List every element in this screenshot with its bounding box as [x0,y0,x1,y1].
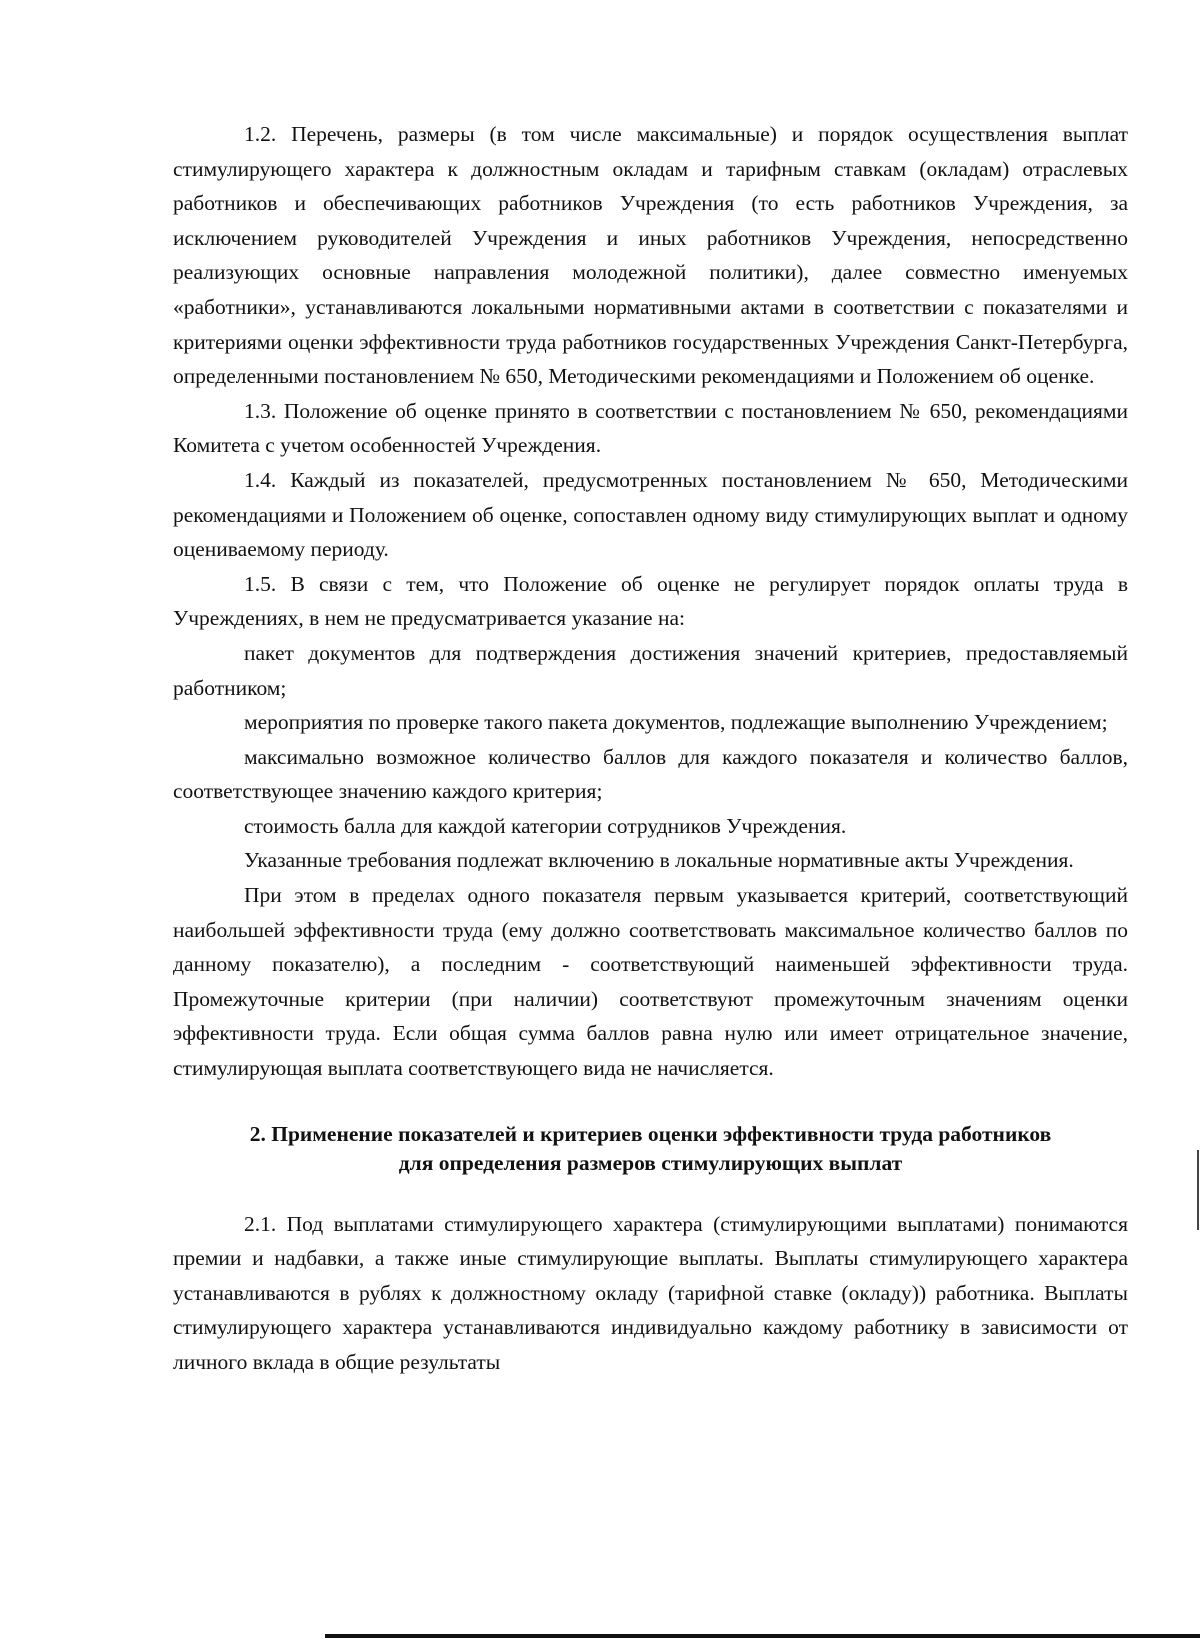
document-page [173,117,1128,1380]
paragraph-1-2: 1.2. Перечень, размеры (в том числе максимальные) и порядок осуществления выплат стимулирующего характера к должностным окладам и тарифным ставкам (окладам) отраслевых работников и обеспечивающих работников Учреждения (то есть работников Учреждения, за исключением руководителей Учреждения и иных работников Учреждения, непосредственно реализующих основные направления молодежной политики), далее совместно именуемых «работники», устанавливаются локальными нормативными актами в соответствии с показателями и критериями оценки эффективности труда работников государственных Учреждения Санкт-Петербурга, определенными постановлением № 650, Методическими рекомендациями и Положением об оценке. [173,122,1128,389]
list-item-max-points: максимально возможное количество баллов для каждого показателя и количество баллов, соответствующее значению каждого критерия; [173,744,1128,804]
scan-edge-mark [1197,1150,1199,1230]
paragraph-2-1: 2.1. Под выплатами стимулирующего характера (стимулирующими выплатами) понимаются премии и надбавки, а также иные стимулирующие выплаты. Выплаты стимулирующего характера устанавливаются в рублях к должностному окладу (тарифной ставке (окладу)) работника. Выплаты стимулирующего характера устанавливаются индивидуально каждому работнику в зависимости от личного вклада в общие результаты [173,1211,1128,1374]
paragraph-criteria-order: При этом в пределах одного показателя первым указывается критерий, соответствующий наибольшей эффективности труда (ему должно соответствовать максимальное количество баллов по данному показателю), а последним - соответствующий наименьшей эффективности труда. Промежуточные критерии (при наличии) соответствуют промежуточным значениям оценки эффективности труда. Если общая сумма баллов равна нулю или имеет отрицательное значение, стимулирующая выплата соответствующего вида не начисляется. [173,883,1128,1081]
paragraph-1-5: 1.5. В связи с тем, что Положение об оценке не регулирует порядок оплаты труда в Учреждениях, в нем не предусматривается указание на: [173,571,1128,631]
list-item-documents-package: пакет документов для подтверждения достижения значений критериев, предоставляемый работником; [173,640,1128,700]
section-2-heading-line1: 2. Применение показателей и критериев оценки эффективности труда работников [249,1121,1052,1146]
paragraph-1-3: 1.3. Положение об оценке принято в соответствии с постановлением № 650, рекомендациями Комитета с учетом особенностей Учреждения. [173,398,1128,458]
paragraph-1-4: 1.4. Каждый из показателей, предусмотренных постановлением № 650, Методическими рекомендациями и Положением об оценке, сопоставлен одному виду стимулирующих выплат и одному оцениваемому периоду. [173,467,1128,562]
section-2-heading-line2: для определения размеров стимулирующих выплат [398,1150,903,1175]
section-2-heading [173,1120,1128,1178]
list-item-verification-measures: мероприятия по проверке такого пакета документов, подлежащие выполнению Учреждением; [244,710,1108,735]
list-item-point-cost: стоимость балла для каждой категории сотрудников Учреждения. [244,813,847,838]
bottom-scan-line [325,1634,1200,1638]
paragraph-requirements: Указанные требования подлежат включению в локальные нормативные акты Учреждения. [244,848,1074,873]
